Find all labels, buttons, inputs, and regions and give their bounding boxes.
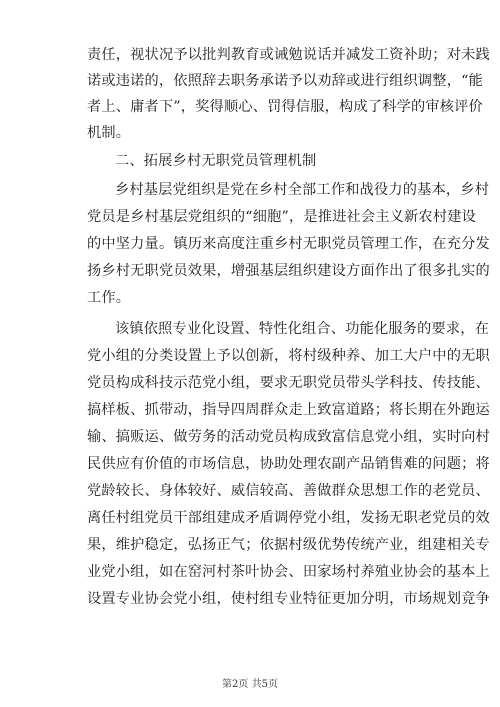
text-line: 输、搞贩运、做劳务的活动党员构成致富信息党小组，实时向村 [87, 429, 490, 445]
text-line: 党员构成科技示范党小组，要求无职党员带头学科技、传技能、 [87, 375, 490, 391]
section-heading: 二、拓展乡村无职党员管理机制 [115, 153, 317, 169]
text-line: 业党小组，如在窑河村茶叶协会、田家场村养殖业协会的基本上 [87, 564, 490, 580]
text-line: 责任，视状况予以批判教育或诫勉说话并减发工资补助；对未践 [87, 47, 490, 63]
text-line: 扬乡村无职党员效果，增强基层组织建设方面作出了很多扎实的 [87, 263, 490, 279]
text-line: 搞样板、抓带动，指导四周群众走上致富道路；将长期在外跑运 [87, 402, 490, 418]
text-line: 离任村组党员干部组建成矛盾调停党小组，发扬无职老党员的效 [87, 510, 490, 526]
text-line: 该镇依照专业化设置、特性化组合、功能化服务的要求，在 [115, 321, 490, 337]
text-line: 机制。 [87, 125, 131, 141]
text-line: 民供应有价值的市场信息，协助处理农副产品销售难的问题；将 [87, 456, 490, 472]
text-line: 党龄较长、身体较好、威信较高、善做群众思想工作的老党员、 [87, 483, 490, 499]
text-line: 党小组的分类设置上予以创新，将村级种养、加工大户中的无职 [87, 348, 490, 364]
text-line: 工作。 [87, 290, 131, 306]
text-line: 者上、庸者下”，奖得顺心、罚得信服，构成了科学的审核评价 [87, 99, 483, 115]
text-line: 乡村基层党组织是党在乡村全部工作和战役力的基本，乡村 [115, 182, 490, 198]
page-number-footer: 第2页 共5页 [222, 679, 278, 690]
text-line: 党员是乡村基层党组织的“细胞”，是推进社会主义新农村建设 [87, 209, 476, 225]
text-line: 设置专业协会党小组，使村组专业特征更加分明，市场规划竞争 [87, 591, 490, 607]
text-line: 的中坚力量。镇历来高度注重乡村无职党员管理工作，在充分发 [87, 236, 490, 252]
text-line: 果，维护稳定，弘扬正气；依据村级优势传统产业，组建相关专 [87, 537, 490, 553]
text-line: 诺或违诺的，依照辞去职务承诺予以劝辞或进行组织调整，“能 [87, 73, 483, 89]
